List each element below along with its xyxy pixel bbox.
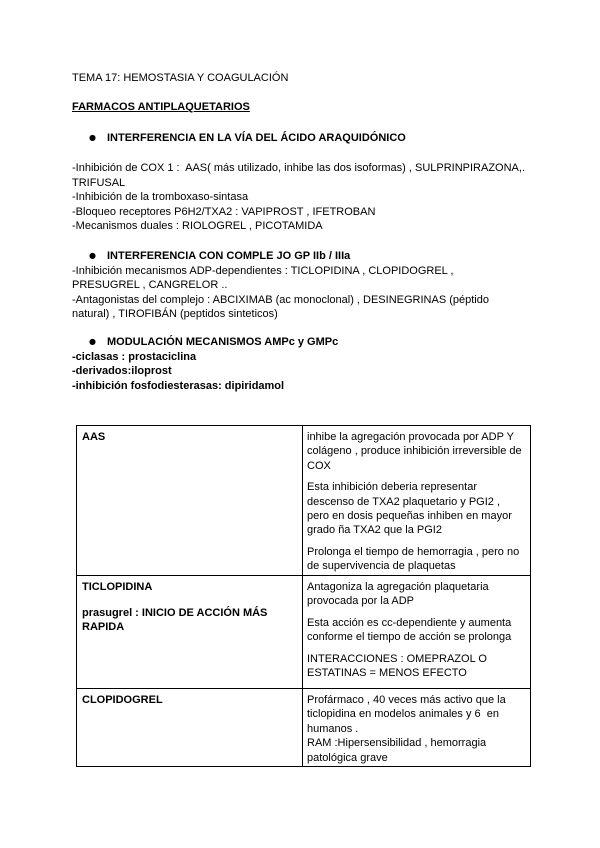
description-line: Antagoniza la agregación plaquetaria	[307, 581, 489, 593]
drug-cell	[77, 576, 303, 689]
description-cell	[303, 576, 531, 689]
main-heading: FARMACOS ANTIPLAQUETARIOS	[72, 101, 250, 113]
section-body	[72, 161, 592, 234]
drug-paragraph	[82, 580, 302, 594]
description-cell	[303, 426, 531, 576]
drug-name: CLOPIDOGREL	[82, 694, 163, 706]
bullet-marker: ●	[89, 251, 96, 260]
section-arachidonic-acid	[72, 131, 592, 234]
description-line: Prolonga el tiempo de hemorragia , pero no	[307, 545, 520, 558]
description-paragraph	[307, 736, 530, 765]
bullet-marker: ●	[89, 133, 96, 142]
drug-cell	[77, 426, 303, 576]
body-line: -ciclasas : prostaciclina	[72, 350, 197, 363]
body-line: -Mecanismos duales : RIOLOGREL , PICOTAMIDA	[72, 220, 323, 232]
description-line: INTERACCIONES : OMEPRAZOL O	[307, 652, 487, 665]
body-line: -Bloqueo receptores P6H2/TXA2 : VAPIPROST , IFETROBAN	[72, 205, 376, 218]
bullet-heading	[72, 131, 592, 146]
description-line: humanos .	[307, 722, 359, 735]
description-cell	[303, 689, 531, 767]
drug-name: TICLOPIDINA	[82, 581, 153, 593]
drug-table	[76, 425, 531, 767]
description-paragraph	[307, 693, 530, 736]
description-line: inhibe la agregación provocada por ADP Y	[307, 431, 514, 443]
body-line: natural) , TIROFIBÁN (peptidos sinteticos)	[72, 308, 278, 320]
section-gp-complex	[72, 249, 592, 322]
body-line: -Antagonistas del complejo : ABCIXIMAB (ac monoclonal) , DESINEGRINAS (péptido	[72, 293, 489, 306]
body-line: -inhibición fosfodiesterasas: dipiridamol	[72, 379, 285, 392]
description-paragraph	[307, 430, 530, 473]
description-line: ESTATINAS = MENOS EFECTO	[307, 666, 467, 679]
description-line: Profármaco , 40 veces más activo que la	[307, 694, 506, 706]
description-line: grado ña TXA2 que la PGI2	[307, 524, 442, 537]
description-line: descenso de TXA2 plaquetario y PGI2 ,	[307, 495, 501, 508]
section-ampc-gmpc	[72, 335, 592, 393]
table-row	[77, 576, 531, 689]
bullet-heading	[72, 335, 592, 350]
drug-paragraph	[82, 693, 302, 707]
description-paragraph	[307, 580, 530, 609]
drug-paragraph	[82, 430, 302, 444]
description-line: colágeno , produce inhibición irreversible de	[307, 445, 522, 458]
bullet-heading-text: MODULACIÓN MECANISMOS AMPc y GMPc	[107, 336, 339, 348]
drug-note-line: RAPIDA	[82, 621, 125, 634]
description-line: Esta inhibición deberia representar	[307, 481, 477, 494]
description-paragraph	[307, 545, 530, 574]
drug-note-line: prasugrel : INICIO DE ACCIÓN MÁS	[82, 606, 268, 619]
body-line: -Inhibición mecanismos ADP-dependientes : TICLOPIDINA , CLOPIDOGREL ,	[72, 264, 454, 277]
drug-cell	[77, 689, 303, 767]
drug-name: AAS	[82, 431, 106, 443]
description-line: pero en dosis pequeñas inhiben en mayor	[307, 509, 512, 522]
body-line: -Inhibición de la tromboxaso-sintasa	[72, 191, 249, 203]
description-line: patológica grave	[307, 751, 388, 764]
description-paragraph	[307, 480, 530, 538]
document-title: TEMA 17: HEMOSTASIA Y COAGULACIÓN	[72, 72, 289, 84]
description-line: RAM :Hipersensibilidad , hemorragia	[307, 737, 487, 750]
body-line: -derivados:iloprost	[72, 365, 172, 377]
description-line: COX	[307, 459, 331, 472]
table-row	[77, 689, 531, 767]
section-body	[72, 264, 592, 322]
description-paragraph	[307, 616, 530, 645]
description-line: de supervivencia de plaquetas	[307, 560, 456, 573]
bullet-heading	[72, 249, 592, 264]
drug-note	[82, 606, 302, 635]
body-line: PRESUGREL , CANGRELOR ..	[72, 279, 228, 291]
description-line: provocada por la ADP	[307, 595, 415, 608]
description-line: ticlopidina en modelos animales y 6 en	[307, 708, 500, 721]
body-line: -Inhibición de COX 1 : AAS( más utilizado, inhibe las dos isoformas) , SULPRINPIRAZONA,.	[72, 162, 526, 174]
table-row	[77, 426, 531, 576]
section-body	[72, 350, 592, 394]
bullet-heading-text: INTERFERENCIA CON COMPLE JO GP IIb / IIIa	[107, 250, 351, 262]
description-paragraph	[307, 652, 530, 681]
bullet-heading-text: INTERFERENCIA EN LA VÍA DEL ÁCIDO ARAQUIDÓNICO	[107, 132, 406, 144]
bullet-marker: ●	[89, 337, 96, 346]
body-line: TRIFUSAL	[72, 176, 126, 189]
description-line: Esta acción es cc-dependiente y aumenta	[307, 616, 512, 629]
description-line: conforme el tiempo de acción se prolonga	[307, 631, 512, 644]
